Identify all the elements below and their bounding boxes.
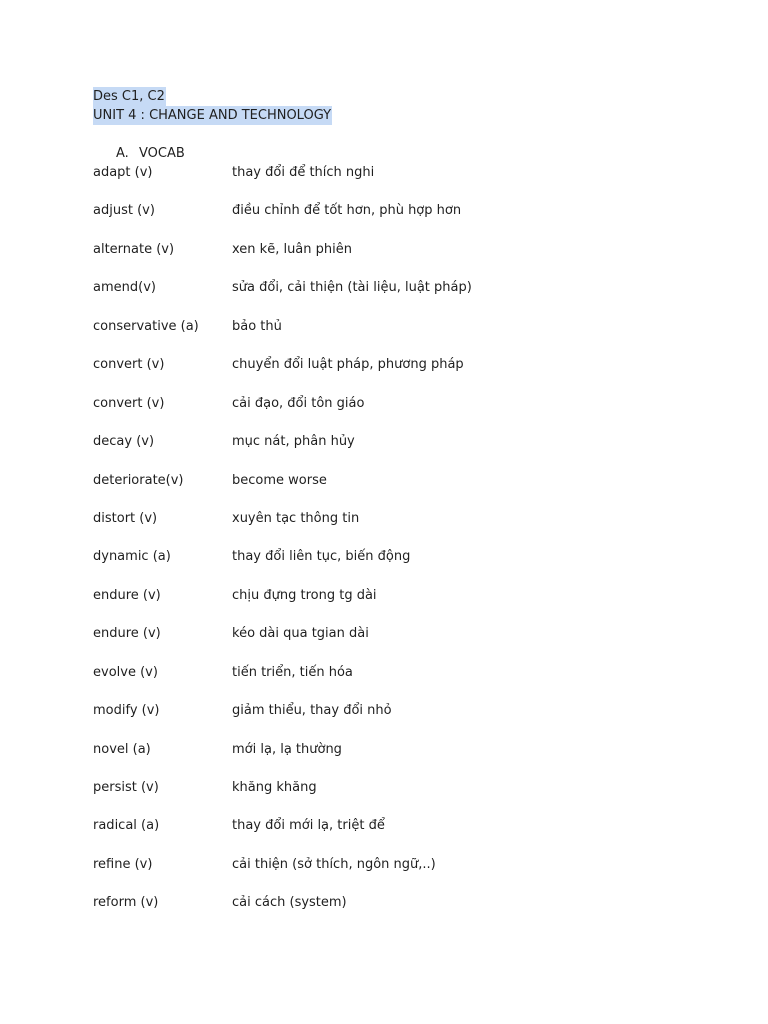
vocab-term: adjust (v) [93,203,155,219]
vocab-meaning: sửa đổi, cải thiện (tài liệu, luật pháp) [232,280,472,296]
vocab-entry [93,163,693,201]
vocab-meaning: tiến triển, tiến hóa [232,664,353,680]
vocab-term: dynamic (a) [93,549,171,565]
vocab-entry [93,394,693,432]
vocab-entry [93,586,693,624]
vocab-entry [93,432,693,470]
vocab-entry [93,317,693,355]
vocab-meaning: xuyên tạc thông tin [232,510,360,526]
vocab-meaning: kéo dài qua tgian dài [232,626,369,642]
vocab-entry [93,278,693,316]
vocab-meaning: become worse [232,472,327,488]
vocab-meaning: khăng khăng [232,780,317,795]
vocab-term: deteriorate(v) [93,472,184,488]
vocab-entry [93,663,693,701]
section-heading [116,144,185,163]
vocab-meaning: mới lạ, lạ thường [232,741,342,757]
vocab-term: evolve (v) [93,664,158,680]
vocab-list [93,163,693,932]
vocab-term: conservative (a) [93,318,199,334]
vocab-term: decay (v) [93,434,155,450]
vocab-term: amend(v) [93,280,156,296]
vocab-term: endure (v) [93,587,161,603]
vocab-entry [93,701,693,739]
vocab-term: reform (v) [93,895,159,911]
vocab-term: adapt (v) [93,165,153,180]
vocab-meaning: điều chỉnh để tốt hơn, phù hợp hơn [232,203,462,219]
vocab-meaning: thay đổi mới lạ, triệt để [232,818,385,834]
vocab-term: refine (v) [93,856,153,872]
vocab-term: convert (v) [93,357,165,373]
vocab-entry [93,624,693,662]
unit-title: UNIT 4 : CHANGE AND TECHNOLOGY [93,108,332,123]
vocab-meaning: xen kẽ, luân phiên [232,241,352,257]
vocab-meaning: chuyển đổi luật pháp, phương pháp [232,357,464,373]
vocab-meaning: thay đổi liên tục, biến động [232,549,411,565]
document-header [93,87,332,125]
vocab-term: novel (a) [93,741,151,757]
section-marker: A. [116,146,129,161]
section-title: VOCAB [139,146,185,161]
vocab-entry [93,240,693,278]
vocab-meaning: cải đạo, đổi tôn giáo [232,395,365,411]
vocab-meaning: bảo thủ [232,318,282,334]
vocab-entry [93,547,693,585]
vocab-entry [93,201,693,239]
vocab-meaning: mục nát, phân hủy [232,434,355,450]
vocab-meaning: thay đổi để thích nghi [232,165,375,180]
course-line: Des C1, C2 [93,89,165,104]
vocab-entry [93,893,693,931]
vocab-term: distort (v) [93,510,158,526]
vocab-entry [93,816,693,854]
vocab-term: radical (a) [93,818,160,834]
vocab-term: alternate (v) [93,241,175,257]
vocab-entry [93,740,693,778]
vocab-term: convert (v) [93,395,165,411]
vocab-term: endure (v) [93,626,161,642]
vocab-meaning: cải thiện (sở thích, ngôn ngữ,..) [232,856,436,872]
vocab-entry [93,855,693,893]
vocab-meaning: chịu đựng trong tg dài [232,587,377,603]
vocab-entry [93,778,693,816]
vocab-entry [93,355,693,393]
vocab-entry [93,509,693,547]
vocab-term: persist (v) [93,780,159,795]
vocab-entry [93,471,693,509]
vocab-meaning: giảm thiểu, thay đổi nhỏ [232,703,392,719]
vocab-term: modify (v) [93,703,160,719]
vocab-meaning: cải cách (system) [232,895,347,911]
